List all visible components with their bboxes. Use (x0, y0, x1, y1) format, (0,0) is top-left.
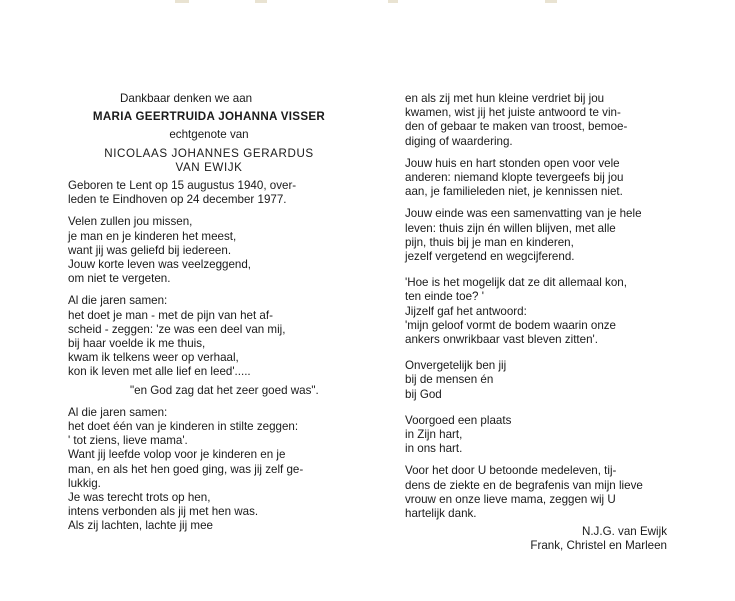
text-line: 'mijn geloof vormt de bodem waarin onze (405, 318, 617, 332)
text-line: Voor het door U betoonde medeleven, tij- (405, 464, 617, 478)
text-line: jezelf vergetend en wegcijferend. (405, 250, 575, 264)
text-line: hartelijk dank. (405, 507, 477, 521)
poem-line: Al die jaren samen: (68, 405, 168, 419)
text-line: Jouw einde was een samenvatting van je hele (405, 207, 642, 221)
text-line: in ons hart. (405, 442, 463, 456)
deceased-name: MARIA GEERTRUIDA JOHANNA VISSER (92, 110, 326, 124)
text-line: vrouw en onze lieve mama, zeggen wij U (405, 492, 616, 506)
poem-line: kon ik leven met alle lief en leed'..... (68, 365, 251, 379)
poem-line: om niet te vergeten. (68, 272, 171, 286)
poem-line: bij haar voelde ik me thuis, (68, 337, 206, 351)
opening-line: Dankbaar denken we aan (120, 92, 253, 105)
spouse-name: NICOLAAS JOHANNES GERARDUS (104, 146, 314, 160)
text-line: dens de ziekte en de begrafenis van mijn lieve (405, 478, 643, 492)
text-line: Jouw huis en hart stonden open voor vele (405, 156, 620, 170)
poem-line: kwam ik telkens weer op verhaal, (68, 351, 239, 365)
paragraph-place (405, 414, 667, 457)
text-line: bij God (405, 387, 442, 401)
print-mark (545, 0, 557, 3)
paragraph-thanks (405, 464, 667, 521)
poem-line: man, en als het hen goed ging, was jij zelf ge- (68, 462, 304, 476)
text-line: 'Hoe is het mogelijk dat ze dit allemaal kon, (405, 276, 627, 290)
text-line: aan, je familieleden niet, je kennissen niet. (405, 185, 623, 199)
poem-line: lukkig. (68, 476, 101, 490)
text-line: bij de mensen én (405, 373, 494, 387)
paragraph-unforgettable (405, 359, 667, 402)
paragraph-children (405, 92, 667, 149)
text-line: kwamen, wist jij het juiste antwoord te vin- (405, 106, 621, 120)
spouse-intro: echtgenote van (169, 128, 249, 142)
paragraph-end (405, 207, 667, 264)
poem-line: het doet één van je kinderen in stilte zeggen: (68, 420, 299, 434)
text-line: ankers onwrikbaar vast bleven zitten'. (405, 333, 598, 347)
left-column (68, 92, 350, 534)
poem-line: Al die jaren samen: (68, 294, 168, 308)
text-line: Voorgoed een plaats (405, 413, 512, 427)
paragraph-home (405, 157, 667, 200)
poem-line: je man en je kinderen het meest, (68, 229, 237, 243)
text-line: pijn, thuis bij je man en kinderen, (405, 235, 574, 249)
poem-line: ' tot ziens, lieve mama'. (68, 434, 188, 448)
poem-line: Als zij lachten, lachte jij mee (68, 519, 213, 533)
paragraph-faith (405, 276, 667, 347)
text-line: anderen: niemand klopte tevergeefs bij jou (405, 171, 624, 185)
text-line: in Zijn hart, (405, 428, 463, 442)
poem-line: intens verbonden als jij met hen was. (68, 505, 259, 519)
spouse-surname: VAN EWIJK (175, 160, 243, 174)
poem-line: Jouw korte leven was veelzeggend, (68, 258, 252, 272)
text-line: den of gebaar te maken van troost, bemoe- (405, 120, 628, 134)
poem-stanza-1 (68, 215, 350, 286)
poem-stanza-2 (68, 294, 350, 379)
text-line: Onvergetelijk ben jij (405, 359, 507, 373)
poem-line: scheid - zeggen: 'ze was een deel van mij, (68, 322, 286, 336)
print-mark (175, 0, 189, 3)
poem-line: het doet je man - met de pijn van het af- (68, 308, 273, 322)
poem-line: Je was terecht trots op hen, (68, 491, 211, 505)
text-line: ten einde toe? ' (405, 290, 484, 304)
poem-line: want jij was geliefd bij iedereen. (68, 243, 232, 257)
poem-line: Want jij leefde volop voor je kinderen en je (68, 448, 286, 462)
text-line: en als zij met hun kleine verdriet bij jou (405, 92, 605, 105)
death-line: leden te Eindhoven op 24 december 1977. (68, 193, 287, 207)
text-line: leven: thuis zijn én willen blijven, met alle (405, 221, 616, 235)
birth-line: Geboren te Lent op 15 augustus 1940, over- (68, 179, 297, 193)
print-mark (388, 0, 398, 3)
poem-line: Velen zullen jou missen, (68, 215, 193, 229)
signature-children: Frank, Christel en Marleen (530, 539, 667, 553)
signature-husband: N.J.G. van Ewijk (581, 525, 667, 539)
text-line: Jijzelf gaf het antwoord: (405, 304, 527, 318)
text-line: diging of waardering. (405, 134, 513, 148)
poem-stanza-3 (68, 406, 350, 534)
right-column (405, 92, 667, 554)
print-mark (255, 0, 267, 3)
bible-quote: "en God zag dat het zeer goed was". (130, 383, 319, 397)
